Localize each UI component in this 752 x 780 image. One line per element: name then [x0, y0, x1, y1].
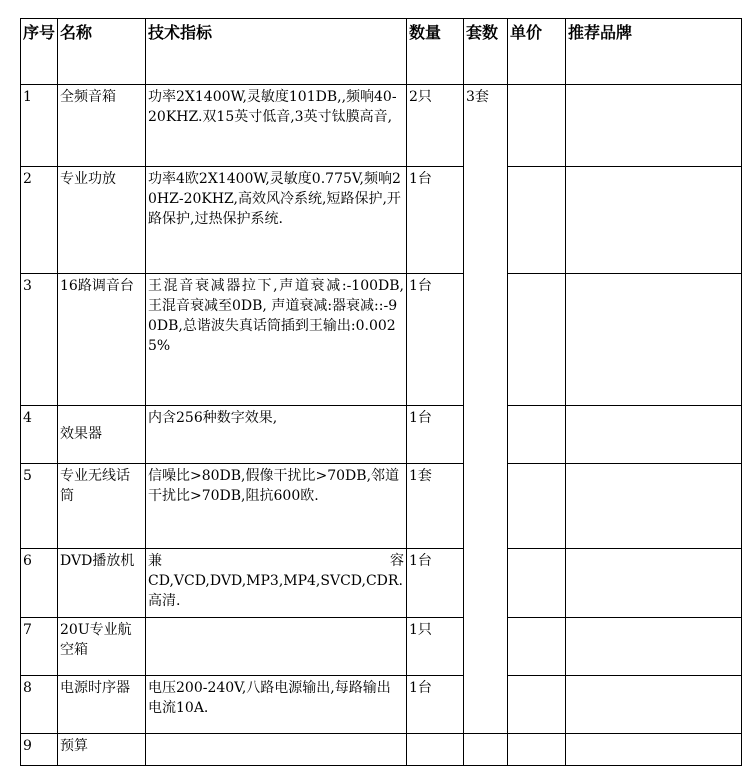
row-brand	[566, 618, 742, 676]
row-spec	[146, 549, 407, 618]
row-price	[508, 167, 566, 274]
row-name: 全频音箱	[58, 85, 146, 167]
row-qty: 1台	[407, 549, 464, 618]
row-brand	[566, 464, 742, 549]
row-name: 20U专业航空箱	[58, 618, 146, 676]
table-row	[21, 618, 742, 676]
row-sets	[464, 734, 508, 766]
row-price	[508, 85, 566, 167]
table-row	[21, 167, 742, 274]
row-brand	[566, 167, 742, 274]
header-spec: 技术指标	[146, 19, 407, 85]
row-seq: 1	[21, 85, 58, 167]
row-name: 专业功放	[58, 167, 146, 274]
row-name: DVD播放机	[58, 549, 146, 618]
row-qty: 1台	[407, 676, 464, 734]
row-brand	[566, 734, 742, 766]
row-brand	[566, 406, 742, 464]
row-name: 16路调音台	[58, 274, 146, 406]
row-spec-rest: CD,VCD,DVD,MP3,MP4,SVCD,CDR.高清.	[148, 573, 403, 609]
row-brand	[566, 274, 742, 406]
row-price	[508, 274, 566, 406]
header-brand: 推荐品牌	[566, 19, 742, 85]
row-spec: 功率2X1400W,灵敏度101DB,,频响40-20KHZ.双15英寸低音,3英寸钛膜高音,	[146, 85, 407, 167]
row-spec: 信噪比>80DB,假像干扰比>70DB,邻道干扰比>70DB,阻抗600欧.	[146, 464, 407, 549]
header-seq: 序号	[21, 19, 58, 85]
row-seq: 5	[21, 464, 58, 549]
row-qty: 1只	[407, 618, 464, 676]
row-spec: 电压200-240V,八路电源输出,每路输出电流10A.	[146, 676, 407, 734]
row-spec-b: 容	[390, 553, 404, 569]
row-qty: 2只	[407, 85, 464, 167]
row-price	[508, 618, 566, 676]
row-name: 专业无线话筒	[58, 464, 146, 549]
row-spec	[146, 274, 407, 406]
equipment-table	[20, 18, 742, 766]
row-seq: 8	[21, 676, 58, 734]
row-spec-a: 兼	[148, 553, 162, 569]
row-seq: 3	[21, 274, 58, 406]
row-price	[508, 549, 566, 618]
row-price	[508, 676, 566, 734]
row-brand	[566, 549, 742, 618]
row-spec: 内含256种数字效果,	[146, 406, 407, 464]
row-qty: 1套	[407, 464, 464, 549]
header-sets: 套数	[464, 19, 508, 85]
row-name: 效果器	[58, 406, 146, 464]
row-name: 电源时序器	[58, 676, 146, 734]
table-row	[21, 734, 742, 766]
row-qty: 1台	[407, 167, 464, 274]
row-brand	[566, 676, 742, 734]
header-row	[21, 19, 742, 85]
row-price	[508, 734, 566, 766]
row-spec-line1: 王混音衰减器拉下,声道衰减:-100DB,	[148, 278, 404, 294]
row-price	[508, 406, 566, 464]
row-spec	[146, 618, 407, 676]
table-row	[21, 549, 742, 618]
row-seq: 4	[21, 406, 58, 464]
header-qty: 数量	[407, 19, 464, 85]
row-seq: 9	[21, 734, 58, 766]
table-row	[21, 85, 742, 167]
header-price: 单价	[508, 19, 566, 85]
row-seq: 7	[21, 618, 58, 676]
row-price	[508, 464, 566, 549]
row-spec: 功率4欧2X1400W,灵敏度0.775V,频响20HZ-20KHZ,高效风冷系统,短路保护,开路保护,过热保护系统.	[146, 167, 407, 274]
row-seq: 2	[21, 167, 58, 274]
row-name: 预算	[58, 734, 146, 766]
table-row	[21, 676, 742, 734]
row-qty	[407, 734, 464, 766]
row-brand	[566, 85, 742, 167]
row-spec	[146, 734, 407, 766]
row-spec-spread	[148, 551, 404, 571]
row-qty: 1台	[407, 406, 464, 464]
table-row	[21, 464, 742, 549]
row-spec-line2: 王混音衰减至0DB, 声道衰减:器衰减::-90DB,总谐波失真话筒插到王输出:0.0025%	[148, 298, 398, 354]
sets-cell: 3套	[464, 85, 508, 734]
row-seq: 6	[21, 549, 58, 618]
header-name: 名称	[58, 19, 146, 85]
table-row	[21, 406, 742, 464]
row-qty: 1台	[407, 274, 464, 406]
table-row	[21, 274, 742, 406]
